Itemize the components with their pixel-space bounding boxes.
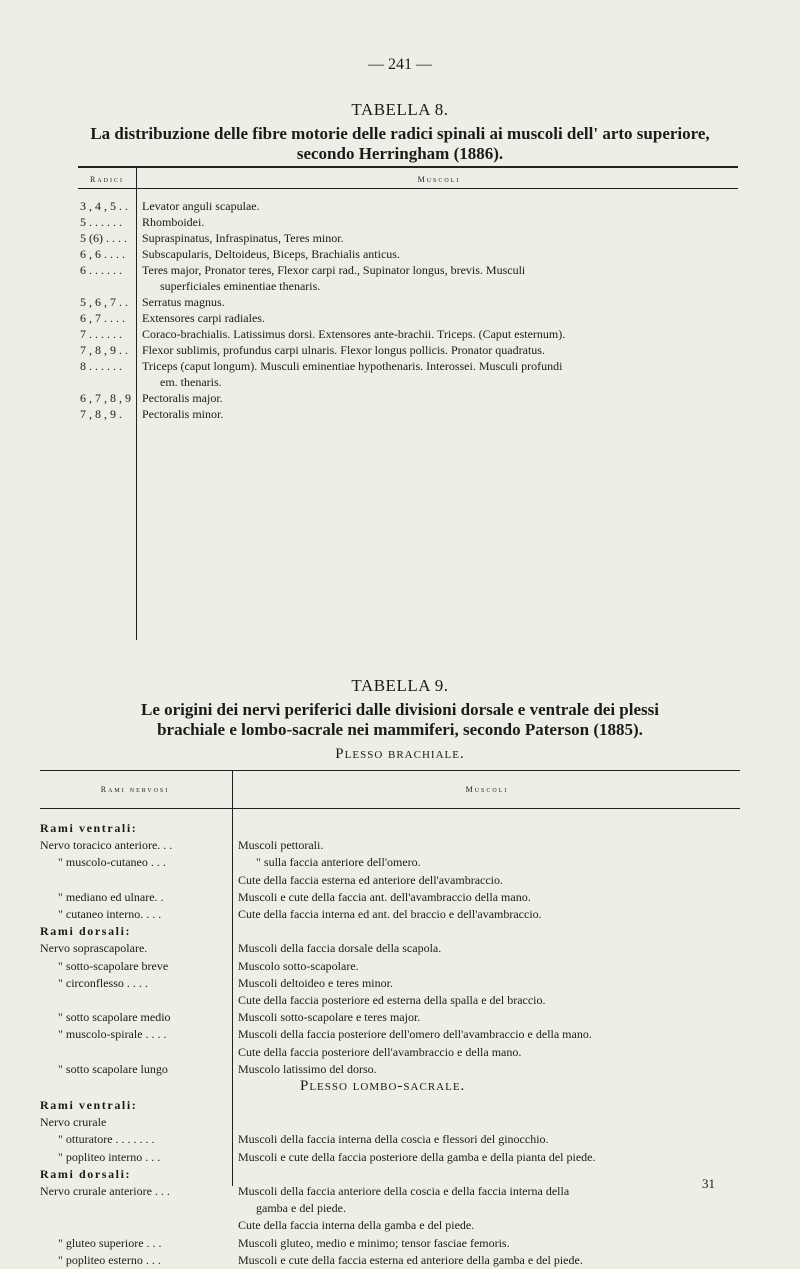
table8-muscoli-cell: superficiales eminentiae thenaris. [160, 279, 321, 293]
table9-muscoli-cell: Muscoli gluteo, medio e minimo; tensor fasciae femoris. [238, 1235, 510, 1250]
table8-radici-cell: 6 , 7 , 8 , 9 [80, 391, 131, 405]
table9-muscoli-cell: Muscoli della faccia interna della coscia e flessori del ginocchio. [238, 1132, 549, 1147]
table9-rami-cell: " cutaneo interno. . . . [58, 907, 162, 922]
table8-title: TABELLA 8. [351, 100, 449, 119]
table8-muscoli-cell: em. thenaris. [160, 375, 222, 389]
table9-muscoli-cell: Cute della faccia esterna ed anteriore dell'avambraccio. [238, 872, 504, 887]
table8-radici-cell: 5 (6) . . . . [80, 231, 127, 245]
table8-header-rule [78, 188, 738, 189]
table9-header-muscoli: Muscoli [465, 785, 509, 794]
table9-title: TABELLA 9. [351, 676, 449, 695]
table8-radici-cell [80, 374, 134, 390]
table9-muscoli-cell: Cute della faccia interna della gamba e del piede. [238, 1218, 475, 1233]
table8-radici-cell: 3 , 4 , 5 . . [80, 199, 128, 213]
table9-top-rule [40, 770, 740, 771]
table9-rami-cell: " muscolo-cutaneo . . . [58, 855, 166, 870]
table9-muscoli-column [238, 820, 738, 1078]
plesso-brachiale-heading: Plesso brachiale. [335, 746, 465, 762]
table9-rami-cell: Rami dorsali: [40, 1166, 132, 1181]
table9-muscoli-cell: " sulla faccia anteriore dell'omero. [256, 855, 421, 870]
table9-muscoli-cell [238, 1166, 738, 1183]
table8-radici-cell: 7 , 8 , 9 . [80, 407, 122, 421]
table9-rami-cell [40, 992, 230, 1009]
table9-header-rami: Rami nervosi [100, 785, 170, 794]
table8-radici-cell: 5 , 6 , 7 . . [80, 295, 128, 309]
table9-muscoli-cell: Muscoli della faccia dorsale della scapola. [238, 941, 442, 956]
table9-rami-column-2 [40, 1097, 230, 1269]
table9-rami-cell [40, 872, 230, 889]
table8-radici-cell: 7 , 8 , 9 . . [80, 343, 128, 357]
table9-muscoli-cell: Cute della faccia posteriore dell'avambraccio e della mano. [238, 1044, 522, 1059]
table9-muscoli-cell [238, 923, 738, 940]
table9-rami-cell [40, 1217, 230, 1234]
table9-muscoli-cell [238, 820, 738, 837]
table9-muscoli-cell: Cute della faccia posteriore ed esterna della spalla e del braccio. [238, 993, 546, 1008]
table9-column-divider [232, 770, 233, 1186]
table9-rami-cell: " mediano ed ulnare. . [58, 889, 164, 904]
table9-rami-cell: Nervo soprascapolare. [40, 941, 148, 956]
table8-top-rule [78, 166, 738, 168]
signature-mark: 31 [702, 1176, 715, 1191]
table9-subtitle-line1: Le origini dei nervi periferici dalle divisioni dorsale e ventrale dei plessi [141, 700, 659, 719]
table9-rami-cell: " popliteo esterno . . . [58, 1252, 161, 1267]
table8-muscoli-cell: Coraco-brachialis. Latissimus dorsi. Extensores ante-brachii. Triceps. (Caput esternum). [142, 327, 566, 341]
table8-muscoli-cell: Serratus magnus. [142, 295, 225, 309]
table9-rami-cell: Rami ventrali: [40, 1098, 138, 1112]
table8-column-divider [136, 168, 137, 640]
table9-muscoli-cell: Muscolo latissimo del dorso. [238, 1061, 377, 1076]
table9-rami-cell [40, 1200, 230, 1217]
table9-rami-cell: " popliteo interno . . . [58, 1149, 161, 1164]
table8-radici-cell: 7 . . . . . . [80, 327, 122, 341]
table9-rami-cell: Rami ventrali: [40, 821, 138, 835]
table8-header-radici: Radici [90, 175, 124, 184]
table8-radici-cell [80, 278, 134, 294]
table9-rami-cell: " otturatore . . . . . . . [58, 1132, 155, 1147]
table8-muscoli-cell: Extensores carpi radiales. [142, 311, 265, 325]
table8-muscoli-cell: Subscapularis, Deltoideus, Biceps, Brachialis anticus. [142, 247, 400, 261]
table8-radici-cell: 6 , 7 . . . . [80, 311, 125, 325]
table8-muscoli-column [142, 198, 738, 422]
table9-rami-cell: Nervo crurale [40, 1115, 107, 1130]
table9-rami-cell: Nervo crurale anteriore . . . [40, 1184, 170, 1199]
table9-muscoli-cell [238, 1097, 738, 1114]
table8-muscoli-cell: Pectoralis minor. [142, 407, 224, 421]
table9-muscoli-cell: Cute della faccia interna ed ant. del braccio e dell'avambraccio. [238, 907, 542, 922]
table8-muscoli-cell: Levator anguli scapulae. [142, 199, 260, 213]
table9-rami-cell: " sotto-scapolare breve [58, 958, 169, 973]
table9-muscoli-cell: Muscoli e cute della faccia posteriore della gamba e della pianta del piede. [238, 1149, 596, 1164]
table8-muscoli-cell: Pectoralis major. [142, 391, 223, 405]
table8-muscoli-cell: Supraspinatus, Infraspinatus, Teres minor. [142, 231, 344, 245]
table9-rami-cell: " circonflesso . . . . [58, 975, 148, 990]
table8-radici-cell: 6 , 6 . . . . [80, 247, 125, 261]
table9-rami-cell: Rami dorsali: [40, 924, 132, 939]
table8-radici-column [80, 198, 134, 422]
table9-muscoli-cell: Muscoli pettorali. [238, 838, 324, 853]
table9-rami-column [40, 820, 230, 1078]
table8-radici-cell: 6 . . . . . . [80, 263, 122, 277]
table9-muscoli-column-2 [238, 1097, 738, 1269]
table8-muscoli-cell: Rhomboidei. [142, 215, 205, 229]
table8-radici-cell: 5 . . . . . . [80, 215, 122, 229]
table9-rami-cell: " sotto scapolare lungo [58, 1061, 168, 1076]
table9-rami-cell: " sotto scapolare medio [58, 1010, 171, 1025]
table8-muscoli-cell: Triceps (caput longum). Musculi eminentiae hypothenaris. Interossei. Musculi profundi [142, 359, 563, 373]
table9-header-rule [40, 808, 740, 809]
table9-muscoli-cell: Muscolo sotto-scapolare. [238, 958, 359, 973]
table9-rami-cell: " muscolo-spirale . . . . [58, 1027, 167, 1042]
table9-muscoli-cell: Muscoli sotto-scapolare e teres major. [238, 1010, 421, 1025]
table9-muscoli-cell: Muscoli e cute della faccia ant. dell'avambraccio della mano. [238, 889, 531, 904]
table9-rami-cell: Nervo toracico anteriore. . . [40, 838, 173, 853]
table8-subtitle: La distribuzione delle fibre motorie delle radici spinali ai muscoli dell' arto superiore, secondo Herringham (1886). [90, 124, 710, 163]
table9-muscoli-cell: Muscoli deltoideo e teres minor. [238, 975, 393, 990]
table9-muscoli-cell [238, 1114, 738, 1131]
table8-header-muscoli: Muscoli [417, 175, 461, 184]
table8-muscoli-cell: Teres major, Pronator teres, Flexor carpi rad., Supinator longus, brevis. Musculi [142, 263, 526, 277]
table8-radici-cell: 8 . . . . . . [80, 359, 122, 373]
plesso-lombo-sacrale-heading: Plesso lombo-sacrale. [300, 1078, 466, 1094]
table9-rami-cell: " gluteo superiore . . . [58, 1235, 162, 1250]
table9-muscoli-cell: Muscoli e cute della faccia esterna ed anteriore della gamba e del piede. [238, 1252, 583, 1267]
table8-muscoli-cell: Flexor sublimis, profundus carpi ulnaris. Flexor longus pollicis. Pronator quadratus. [142, 343, 545, 357]
table9-muscoli-cell: Muscoli della faccia anteriore della coscia e della faccia interna della [238, 1184, 570, 1199]
page-number: — 241 — [368, 56, 432, 73]
table9-rami-cell [40, 1044, 230, 1061]
table9-subtitle-line2: brachiale e lombo-sacrale nei mammiferi, secondo Paterson (1885). [157, 720, 643, 739]
table9-muscoli-cell: Muscoli della faccia posteriore dell'omero dell'avambraccio e della mano. [238, 1027, 592, 1042]
table9-muscoli-cell: gamba e del piede. [256, 1201, 346, 1216]
